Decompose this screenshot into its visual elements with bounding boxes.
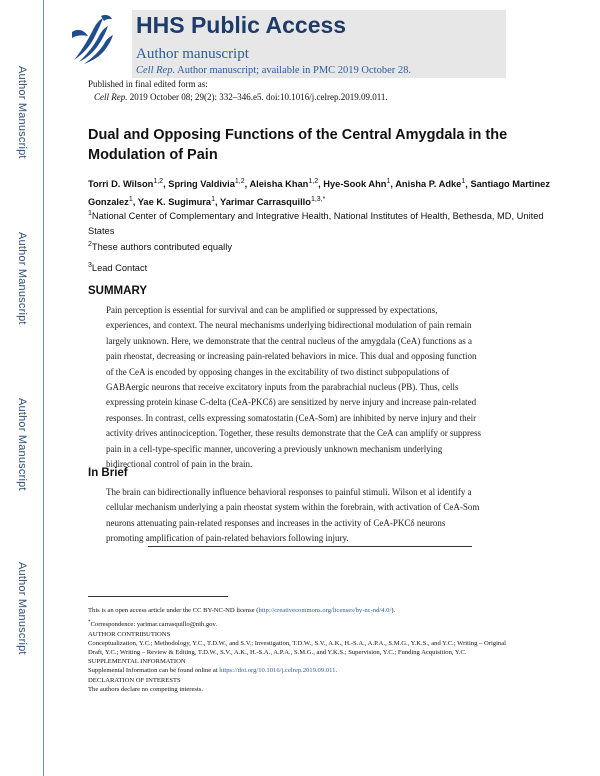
affiliation-text: These authors contributed equally <box>91 242 232 253</box>
affiliation <box>88 258 558 276</box>
affiliation-number: 1 <box>88 210 92 217</box>
author-manuscript-label: Author manuscript <box>136 46 249 62</box>
license-note <box>88 606 518 615</box>
hhs-public-access-title: HHS Public Access <box>136 12 347 38</box>
author-affiliation-sup: 1 <box>461 178 466 185</box>
author-name: Yae K. Sugimura <box>137 197 212 208</box>
contributions-heading: AUTHOR CONTRIBUTIONS <box>88 630 171 638</box>
section-divider <box>148 546 472 547</box>
supplemental-prefix: Supplemental Information can be found online at <box>88 667 220 675</box>
summary-heading: SUMMARY <box>88 285 147 297</box>
sidebar-label: Author Manuscript <box>16 66 28 159</box>
in-brief-text: The brain can bidirectionally influence behavioral responses to painful stimuli. Wilson et al identify a cellular mechanism underlying a pain rheostat system within the forebrain, with activation of CeA-Som neurons attenuating pain-related responses and increases in the activity of CeA-PKCδ neurons promoting amplification of pain-related behaviors following injury. <box>106 487 480 544</box>
author-name: Anisha P. Adke <box>395 179 462 190</box>
author-affiliation-sup: 1 <box>211 196 215 204</box>
author-affiliation-sup: 1 <box>386 178 391 185</box>
footnote-divider <box>88 596 228 597</box>
author-affiliation-sup: 1 <box>128 196 133 204</box>
author-name: Torri D. Wilson <box>88 179 154 190</box>
author-name: Yarimar Carrasquillo <box>220 197 311 208</box>
affiliation-number: 3 <box>88 262 92 269</box>
summary-text: Pain perception is essential for survival and can be amplified or suppressed by expectations, experiences, and context. The neural mechanisms underlying bidirectional modulation of pain remain largely unknown. Here, we demonstrate that the central nucleus of the amygdala (CeA) functions as a pain rheostat, decreasing or increasing pain-related behaviors in mice. This dual and opposing function of the CeA is encoded by opposing changes in the excitability of two distinct subpopulations of GABAergic neurons that receive excitatory inputs from the parabrachial nucleus (PB). Thus, cells expressing protein kinase C-delta (CeA-PKCδ) are sensitized by nerve injury and increase pain-related responses. In contrast, cells expressing somatostatin (CeA-Som) are inhibited by nerve injury and their activity drives antinociception. Together, these results demonstrate that the CeA can amplify or suppress pain in a cell-type-specific manner, uncovering a previously unknown mechanism underlying bidirectional control of pain in the brain. <box>106 305 481 470</box>
publication-info <box>88 78 388 104</box>
license-suffix: ). <box>391 607 396 614</box>
license-prefix: This is an open access article under the CC BY-NC-ND license ( <box>88 607 259 614</box>
supplemental-suffix: . <box>335 667 338 675</box>
author-manuscript-sidebar <box>0 0 44 776</box>
affiliation-text: Lead Contact <box>91 263 148 274</box>
supplemental-link[interactable]: https://doi.org/10.1016/j.celrep.2019.09.011 <box>219 667 336 675</box>
article-title: Dual and Opposing Functions of the Central Amygdala in the Modulation of Pain <box>88 127 508 163</box>
affiliation <box>88 206 558 239</box>
in-brief-heading: In Brief <box>88 467 128 479</box>
interests-heading: DECLARATION OF INTERESTS <box>88 676 181 684</box>
citation-text: 2019 October 08; 29(2): 332–346.e5. doi:10.1016/j.celrep.2019.09.011. <box>127 92 388 102</box>
citation <box>88 91 388 104</box>
correspondence-text: Correspondence: yarimar.carrasquillo@nih.gov. <box>90 621 217 629</box>
sidebar-label: Author Manuscript <box>16 232 28 325</box>
footnotes <box>88 606 518 694</box>
sidebar-label: Author Manuscript <box>16 562 28 655</box>
author-affiliation-sup: 1,2 <box>308 178 319 185</box>
affiliation-text: National Center of Complementary and Integrative Health, National Institutes of Health, Bethesda, MD, United States <box>88 211 544 237</box>
correspondence-note: *Correspondence: yarimar.carrasquillo@nih.gov. <box>88 620 217 629</box>
license-link[interactable]: http://creativecommons.org/licenses/by-nc-nd/4.0/ <box>258 607 392 614</box>
hhs-eagle-logo-icon <box>68 10 122 68</box>
affiliation-number: 2 <box>88 241 92 248</box>
supplemental-note <box>88 666 518 675</box>
author-name: Hye-Sook Ahn <box>323 179 387 190</box>
affiliation <box>88 237 558 255</box>
supplemental-heading: SUPPLEMENTAL INFORMATION <box>88 658 186 666</box>
author-affiliation-sup: 1,2 <box>153 178 164 185</box>
author-affiliation-sup: 1,2 <box>234 178 245 185</box>
availability-text: Author manuscript; available in PMC 2019 October 28. <box>175 65 411 76</box>
contributions-text: Conceptualization, Y.C.; Methodology, Y.C., T.D.W., and S.V.; Investigation, T.D.W., S.V., A.K., H.-S.A., A.P.A., S.M.G., Y.K.S., and Y.C.; Writing – Original Draft, Y.C.; Writing – Review & Editing, T.D.W., S.V., A.K., H.-S.A., A.P.A., S.M.G., and Y.K.S.; Supervision, Y.C.; Funding Acquisition, Y.C. <box>88 639 506 656</box>
availability-line <box>136 65 411 76</box>
citation-journal: Cell Rep. <box>94 92 128 102</box>
author-affiliation-sup: 1,3,* <box>310 196 326 204</box>
hhs-header <box>68 10 588 80</box>
published-label: Published in final edited form as: <box>88 79 208 89</box>
sidebar-label: Author Manuscript <box>16 398 28 491</box>
author-name: Aleisha Khan <box>249 179 309 190</box>
sidebar-divider <box>43 0 44 776</box>
author-name: Spring Valdivia <box>168 179 235 190</box>
author-name: Santiago Martinez Gonzalez <box>88 179 550 208</box>
author-list: Torri D. Wilson$^{1,2}$, Spring Valdivia$^{1,2}$, Aleisha Khan$^{1,2}$, Hye-Sook Ahn$^1$, Anisha P. Adke$^1$, Santiago Martinez Gonzalez$^1$, Yae K. Sugimura$^1$, Yarimar Carrasquillo$^{1,3,*}$ <box>88 178 550 208</box>
journal-name: Cell Rep. <box>136 65 176 76</box>
interests-text: The authors declare no competing interests. <box>88 685 203 693</box>
